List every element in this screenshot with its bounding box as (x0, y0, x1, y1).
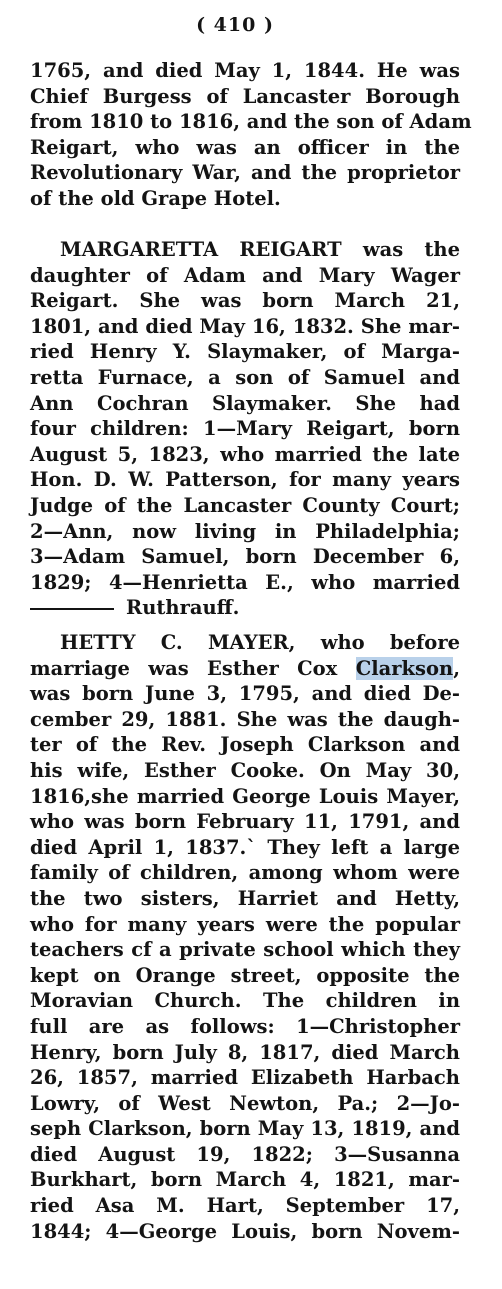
text-line: Henry, born July 8, 1817, died March (30, 1040, 460, 1064)
text-line: teachers cf a private school which they (30, 938, 460, 962)
text-line: seph Clarkson, born May 13, 1819, and (30, 1117, 460, 1141)
page-number: ( 410 ) (196, 14, 274, 36)
text-line: kept on Orange street, opposite the (30, 963, 460, 987)
text-line: 2—Ann, now living in Philadelphia; (30, 519, 460, 543)
text-line: retta Furnace, a son of Samuel and (30, 365, 460, 389)
text-line: Judge of the Lancaster County Court; (30, 493, 460, 517)
text-line: family of children, among whom were (30, 861, 460, 885)
text-line: his wife, Esther Cooke. On May 30, (30, 758, 460, 782)
text-line: August 5, 1823, who married the late (30, 442, 460, 466)
paragraph-reigart-continued (30, 58, 472, 212)
text-segment: marriage was Esther Cox (30, 656, 338, 680)
text-line: 1844; 4—George Louis, born Novem- (30, 1219, 460, 1243)
text-line: cember 29, 1881. She was the daugh- (30, 707, 460, 731)
highlighted-word[interactable]: Clarkson (355, 656, 454, 680)
text-line: who was born February 11, 1791, and (30, 810, 460, 834)
text-line: died April 1, 1837.` They left a large (30, 835, 460, 859)
text-line: Lowry, of West Newton, Pa.; 2—Jo- (30, 1091, 460, 1115)
text-line: 26, 1857, married Elizabeth Harbach (30, 1066, 460, 1090)
text-line: 1765, and died May 1, 1844. He was (30, 59, 460, 82)
text-line: Moravian Church. The children in (30, 989, 460, 1013)
text-line: Revolutionary War, and the proprietor (30, 161, 460, 185)
text-segment: , (453, 656, 460, 680)
text-line: died August 19, 1822; 3—Susanna (30, 1142, 460, 1166)
text-line: from 1810 to 1816, and the son of Adam (30, 110, 472, 134)
text-line: daughter of Adam and Mary Wager (30, 263, 460, 287)
text-line: HETTY C. MAYER, who before (60, 631, 460, 654)
text-line: of the old Grape Hotel. (30, 186, 281, 210)
text-line: 1829; 4—Henrietta E., who married (30, 570, 460, 594)
text-line: ried Henry Y. Slaymaker, of Marga- (30, 340, 460, 364)
paragraph-margaretta-reigart (30, 237, 460, 621)
text-line: was born June 3, 1795, and died De- (30, 682, 460, 706)
text-line: who for many years were the popular (30, 912, 460, 936)
text-line: Hon. D. W. Patterson, for many years (30, 468, 460, 492)
text-line: 1816,she married George Louis Mayer, (30, 784, 460, 808)
text-line: full are as follows: 1—Christopher (30, 1014, 460, 1038)
paragraph-hetty-mayer (30, 630, 460, 1244)
text-line: 1801, and died May 16, 1832. She mar- (30, 314, 460, 338)
blank-name-rule (30, 608, 114, 610)
text-line: Reigart, who was an officer in the (30, 135, 460, 159)
text-line: 3—Adam Samuel, born December 6, (30, 545, 460, 569)
text-line-with-highlight (30, 656, 460, 682)
text-line: the two sisters, Harriet and Hetty, (30, 886, 460, 910)
text-line: Reigart. She was born March 21, (30, 289, 460, 313)
surname-ruthrauff: Ruthrauff. (126, 596, 240, 620)
text-line: Ann Cochran Slaymaker. She had (30, 391, 460, 415)
text-line: ter of the Rev. Joseph Clarkson and (30, 733, 460, 757)
text-line: Chief Burgess of Lancaster Borough (30, 84, 460, 108)
text-line: ried Asa M. Hart, September 17, (30, 1194, 460, 1218)
text-line-with-rule (30, 595, 460, 621)
text-line: MARGARETTA REIGART was the (60, 238, 460, 261)
text-line: four children: 1—Mary Reigart, born (30, 417, 460, 441)
text-line: Burkhart, born March 4, 1821, mar- (30, 1168, 460, 1192)
